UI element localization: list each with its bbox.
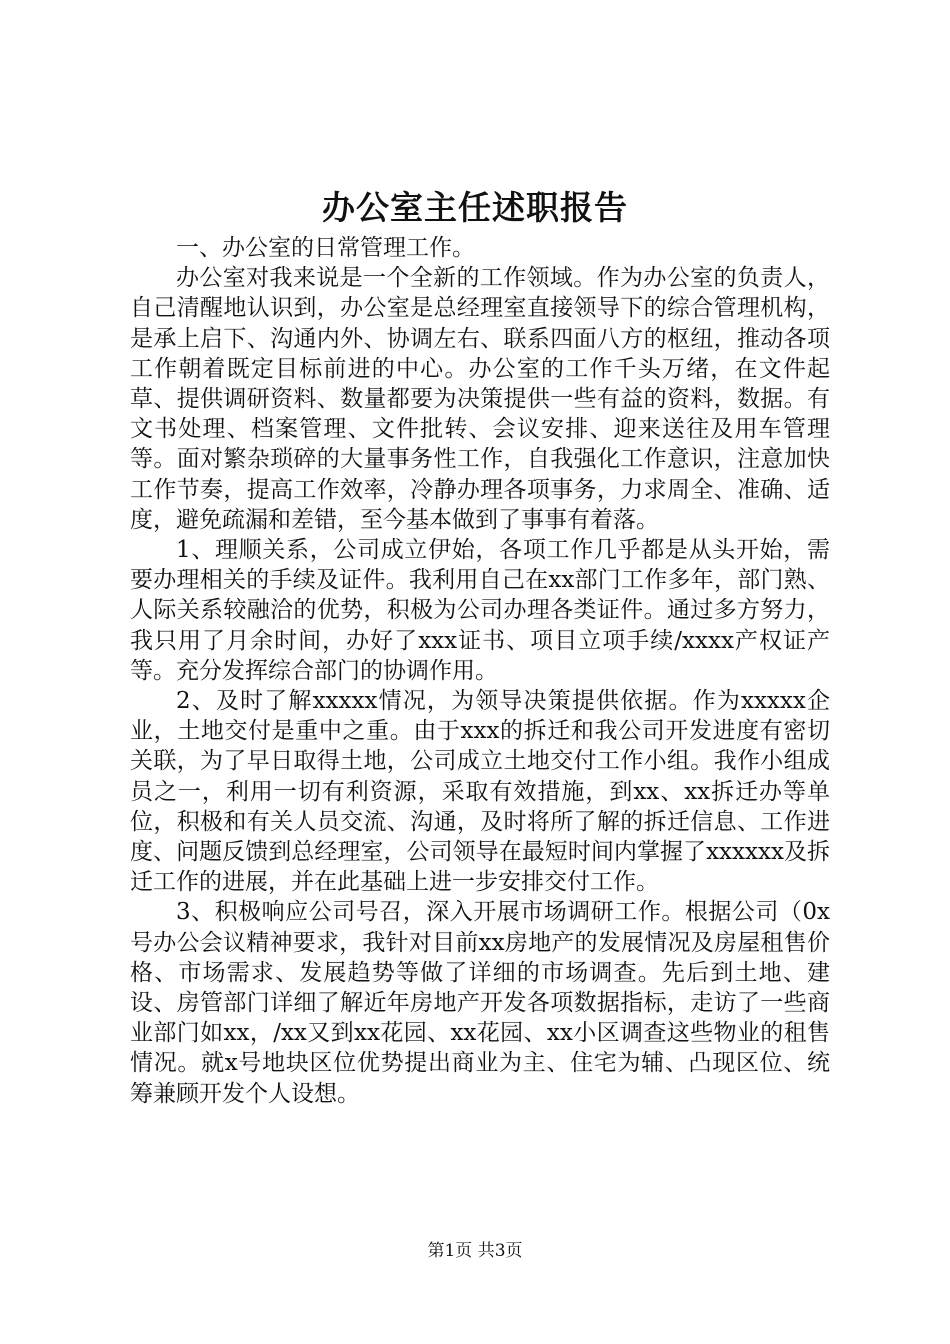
document-title: 办公室主任述职报告 [322, 188, 628, 227]
body-paragraph: 办公室对我来说是一个全新的工作领域。作为办公室的负责人，自己清醒地认识到，办公室是总经理室直接领导下的综合管理机构，是承上启下、沟通内外、协调左右、联系四面八方的枢纽，推动各项工作朝着既定目标前进的中心。办公室的工作千头万绪，在文件起草、提供调研资料、数量都要为决策提供一些有益的资料，数据。有文书处理、档案管理、文件批转、会议安排、迎来送往及用车管理等。面对繁杂琐碎的大量事务性工作，自我强化工作意识，注意加快工作节奏，提高工作效率，冷静办理各项事务，力求周全、准确、适度，避免疏漏和差错，至今基本做到了事事有着落。 [130, 265, 830, 533]
body-paragraph: 1、理顺关系，公司成立伊始，各项工作几乎都是从头开始，需要办理相关的手续及证件。我利用自己在xx部门工作多年，部门熟、人际关系较融洽的优势，积极为公司办理各类证件。通过多方努力，我只用了月余时间，办好了xxx证书、项目立项手续/xxxx产权证产等。充分发挥综合部门的协调作用。 [130, 537, 830, 684]
body-paragraph: 2、及时了解xxxxx情况，为领导决策提供依据。作为xxxxx企业，土地交付是重中之重。由于xxx的拆迁和我公司开发进度有密切关联，为了早日取得土地，公司成立土地交付工作小组。我作小组成员之一，利用一切有利资源，采取有效措施，到xx、xx拆迁办等单位，积极和有关人员交流、沟通，及时将所了解的拆迁信息、工作进度、问题反馈到总经理室，公司领导在最短时间内掌握了xxxxxx及拆迁工作的进展，并在此基础上进一步安排交付工作。 [130, 688, 830, 896]
page-number-footer: 第1页 共3页 [427, 1241, 523, 1261]
document-body [130, 233, 830, 1109]
section-heading: 一、办公室的日常管理工作。 [176, 235, 475, 261]
body-paragraph: 3、积极响应公司号召，深入开展市场调研工作。根据公司（0x号办公会议精神要求，我针对目前xx房地产的发展情况及房屋租售价格、市场需求、发展趋势等做了详细的市场调查。先后到土地、建设、房管部门详细了解近年房地产开发各项数据指标，走访了一些商业部门如xx，/xx又到xx花园、xx花园、xx小区调查这些物业的租售情况。就x号地块区位优势提出商业为主、住宅为辅、凸现区位、统筹兼顾开发个人设想。 [130, 899, 830, 1107]
